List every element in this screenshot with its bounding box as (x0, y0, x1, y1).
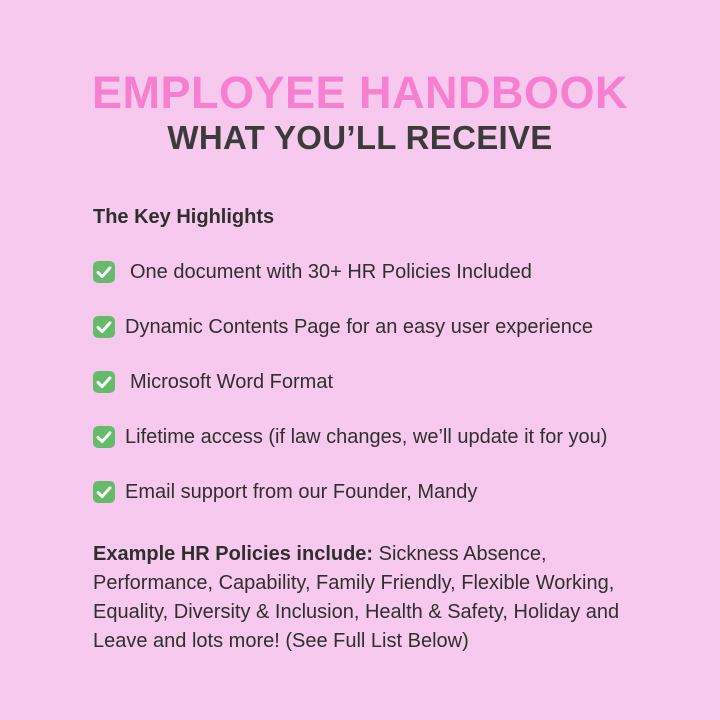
list-item (93, 371, 660, 394)
list-item (93, 426, 660, 449)
check-icon (93, 371, 115, 393)
check-icon (93, 316, 115, 338)
flyer-header (0, 0, 720, 156)
flyer-content (0, 206, 720, 656)
page-title: EMPLOYEE HANDBOOK (91, 67, 629, 118)
list-item-label: One document with 30+ HR Policies Included (130, 260, 532, 283)
check-icon (93, 426, 115, 448)
highlights-list (93, 261, 660, 504)
list-item (93, 481, 660, 504)
example-policies-paragraph (93, 540, 645, 656)
check-icon (93, 261, 115, 283)
list-item-label: Dynamic Contents Page for an easy user experience (125, 315, 594, 338)
highlights-heading: The Key Highlights (93, 205, 275, 228)
example-policies-lead: Example HR Policies include: (93, 542, 374, 565)
example-policies-text: Sickness Absence, Performance, Capability, Family Friendly, Flexible Working, Equality, Diversity & Inclusion, Health & Safety, Holiday and Leave and lots more! (See Full List Below) (93, 542, 620, 652)
list-item (93, 261, 660, 284)
list-item-label: Microsoft Word Format (130, 370, 333, 393)
list-item-label: Lifetime access (if law changes, we’ll update it for you) (125, 425, 608, 448)
list-item-label: Email support from our Founder, Mandy (125, 480, 478, 503)
check-icon (93, 481, 115, 503)
page-subtitle: WHAT YOU’LL RECEIVE (167, 118, 553, 156)
list-item (93, 316, 660, 339)
